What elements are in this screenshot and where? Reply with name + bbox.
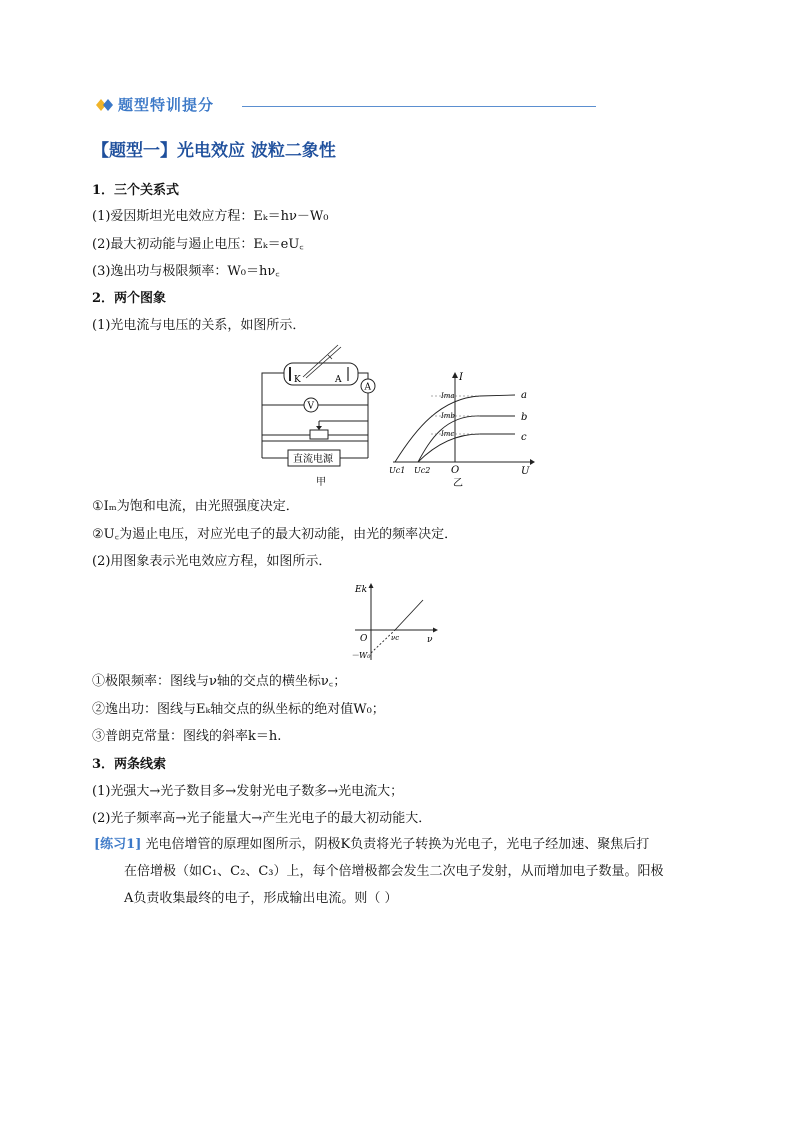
formula-2: (2)最大初动能与遏止电压：Eₖ＝eU꜀ [92,237,304,252]
nu-axis-label: ν [427,635,433,645]
type-title: 【题型一】光电效应 波粒二象性 [92,141,336,161]
ima-label: Ima [441,392,455,400]
voltmeter-label: V [307,401,314,412]
iu-chart [385,370,535,490]
uc1-label: Uc1 [389,466,406,475]
u-axis-label: U [521,466,530,477]
point-3: ③普朗克常量：图线的斜率k＝h. [92,729,282,744]
exercise-line-2: 在倍增极（如C₁、C₂、C₃）上，每个倍增极都会发生二次电子发射，从而增加电子数量。阳极 [124,864,664,879]
section-rule [242,106,596,107]
note-1: ①Iₘ为饱和电流，由光照强度决定． [92,499,299,514]
exercise-text-1: 光电倍增管的原理如图所示，阴极K负责将光子转换为光电子，光电子经加速、聚焦后打 [145,837,650,852]
section-title: 题型特训提分 [118,96,215,114]
power-label: 直流电源 [293,454,333,465]
origin-label: O [451,465,460,476]
clue-1: (1)光强大→光子数目多→发射光电子数多→光电流大； [92,784,404,799]
circuit-diagram [258,333,388,488]
exercise-line-1 [94,836,649,854]
ek-axis-label: Ek [355,585,368,595]
circuit-caption: 甲 [316,477,326,488]
nu-c-label: νc [391,634,400,642]
section-header [96,94,596,118]
graph-2-intro: (2)用图象表示光电效应方程，如图所示． [92,554,332,569]
point-2: ②逸出功：图线与Eₖ轴交点的纵坐标的绝对值W₀； [92,702,385,717]
curve-c-label: c [521,432,527,443]
heading-1: 1．三个关系式 [92,183,180,198]
ek-origin-label: O [360,634,368,644]
clue-2: (2)光子频率高→光子能量大→产生光电子的最大初动能大． [92,811,432,826]
exercise-line-3: A负责收集最终的电子，形成输出电流。则（ ） [124,891,398,906]
heading-2: 2．两个图象 [92,291,167,306]
double-diamond-icon [96,98,114,112]
i-axis-label: I [459,372,463,383]
curve-b-label: b [521,412,528,423]
label-a: A [335,375,342,385]
curve-b-line [418,416,515,462]
ammeter-label: A [364,382,371,393]
note-2: ②U꜀为遏止电压，对应光电子的最大初动能，由光的频率决定． [92,527,458,542]
imb-label: Imb [441,412,455,420]
iu-caption: 乙 [453,478,463,489]
neg-w0-label: －W₀ [351,651,371,660]
curve-a-label: a [521,390,527,401]
exercise-tag: [练习1] [94,837,142,852]
formula-3: (3)逸出功与极限频率：W₀＝hν꜀ [92,264,280,279]
imc-label: Imc [441,430,455,438]
ek-chart [345,578,440,663]
curve-c-line [418,434,515,462]
uc2-label: Uc2 [414,466,431,475]
rheostat [310,430,328,439]
line-solid [395,600,423,630]
point-1: ①极限频率：图线与ν轴的交点的横坐标ν꜀； [92,674,347,689]
heading-3: 3．两条线索 [92,757,167,772]
formula-1: (1)爱因斯坦光电效应方程：Eₖ＝hν－W₀ [92,209,329,224]
label-k: K [294,375,301,385]
graph-1-intro: (1)光电流与电压的关系，如图所示． [92,318,306,333]
